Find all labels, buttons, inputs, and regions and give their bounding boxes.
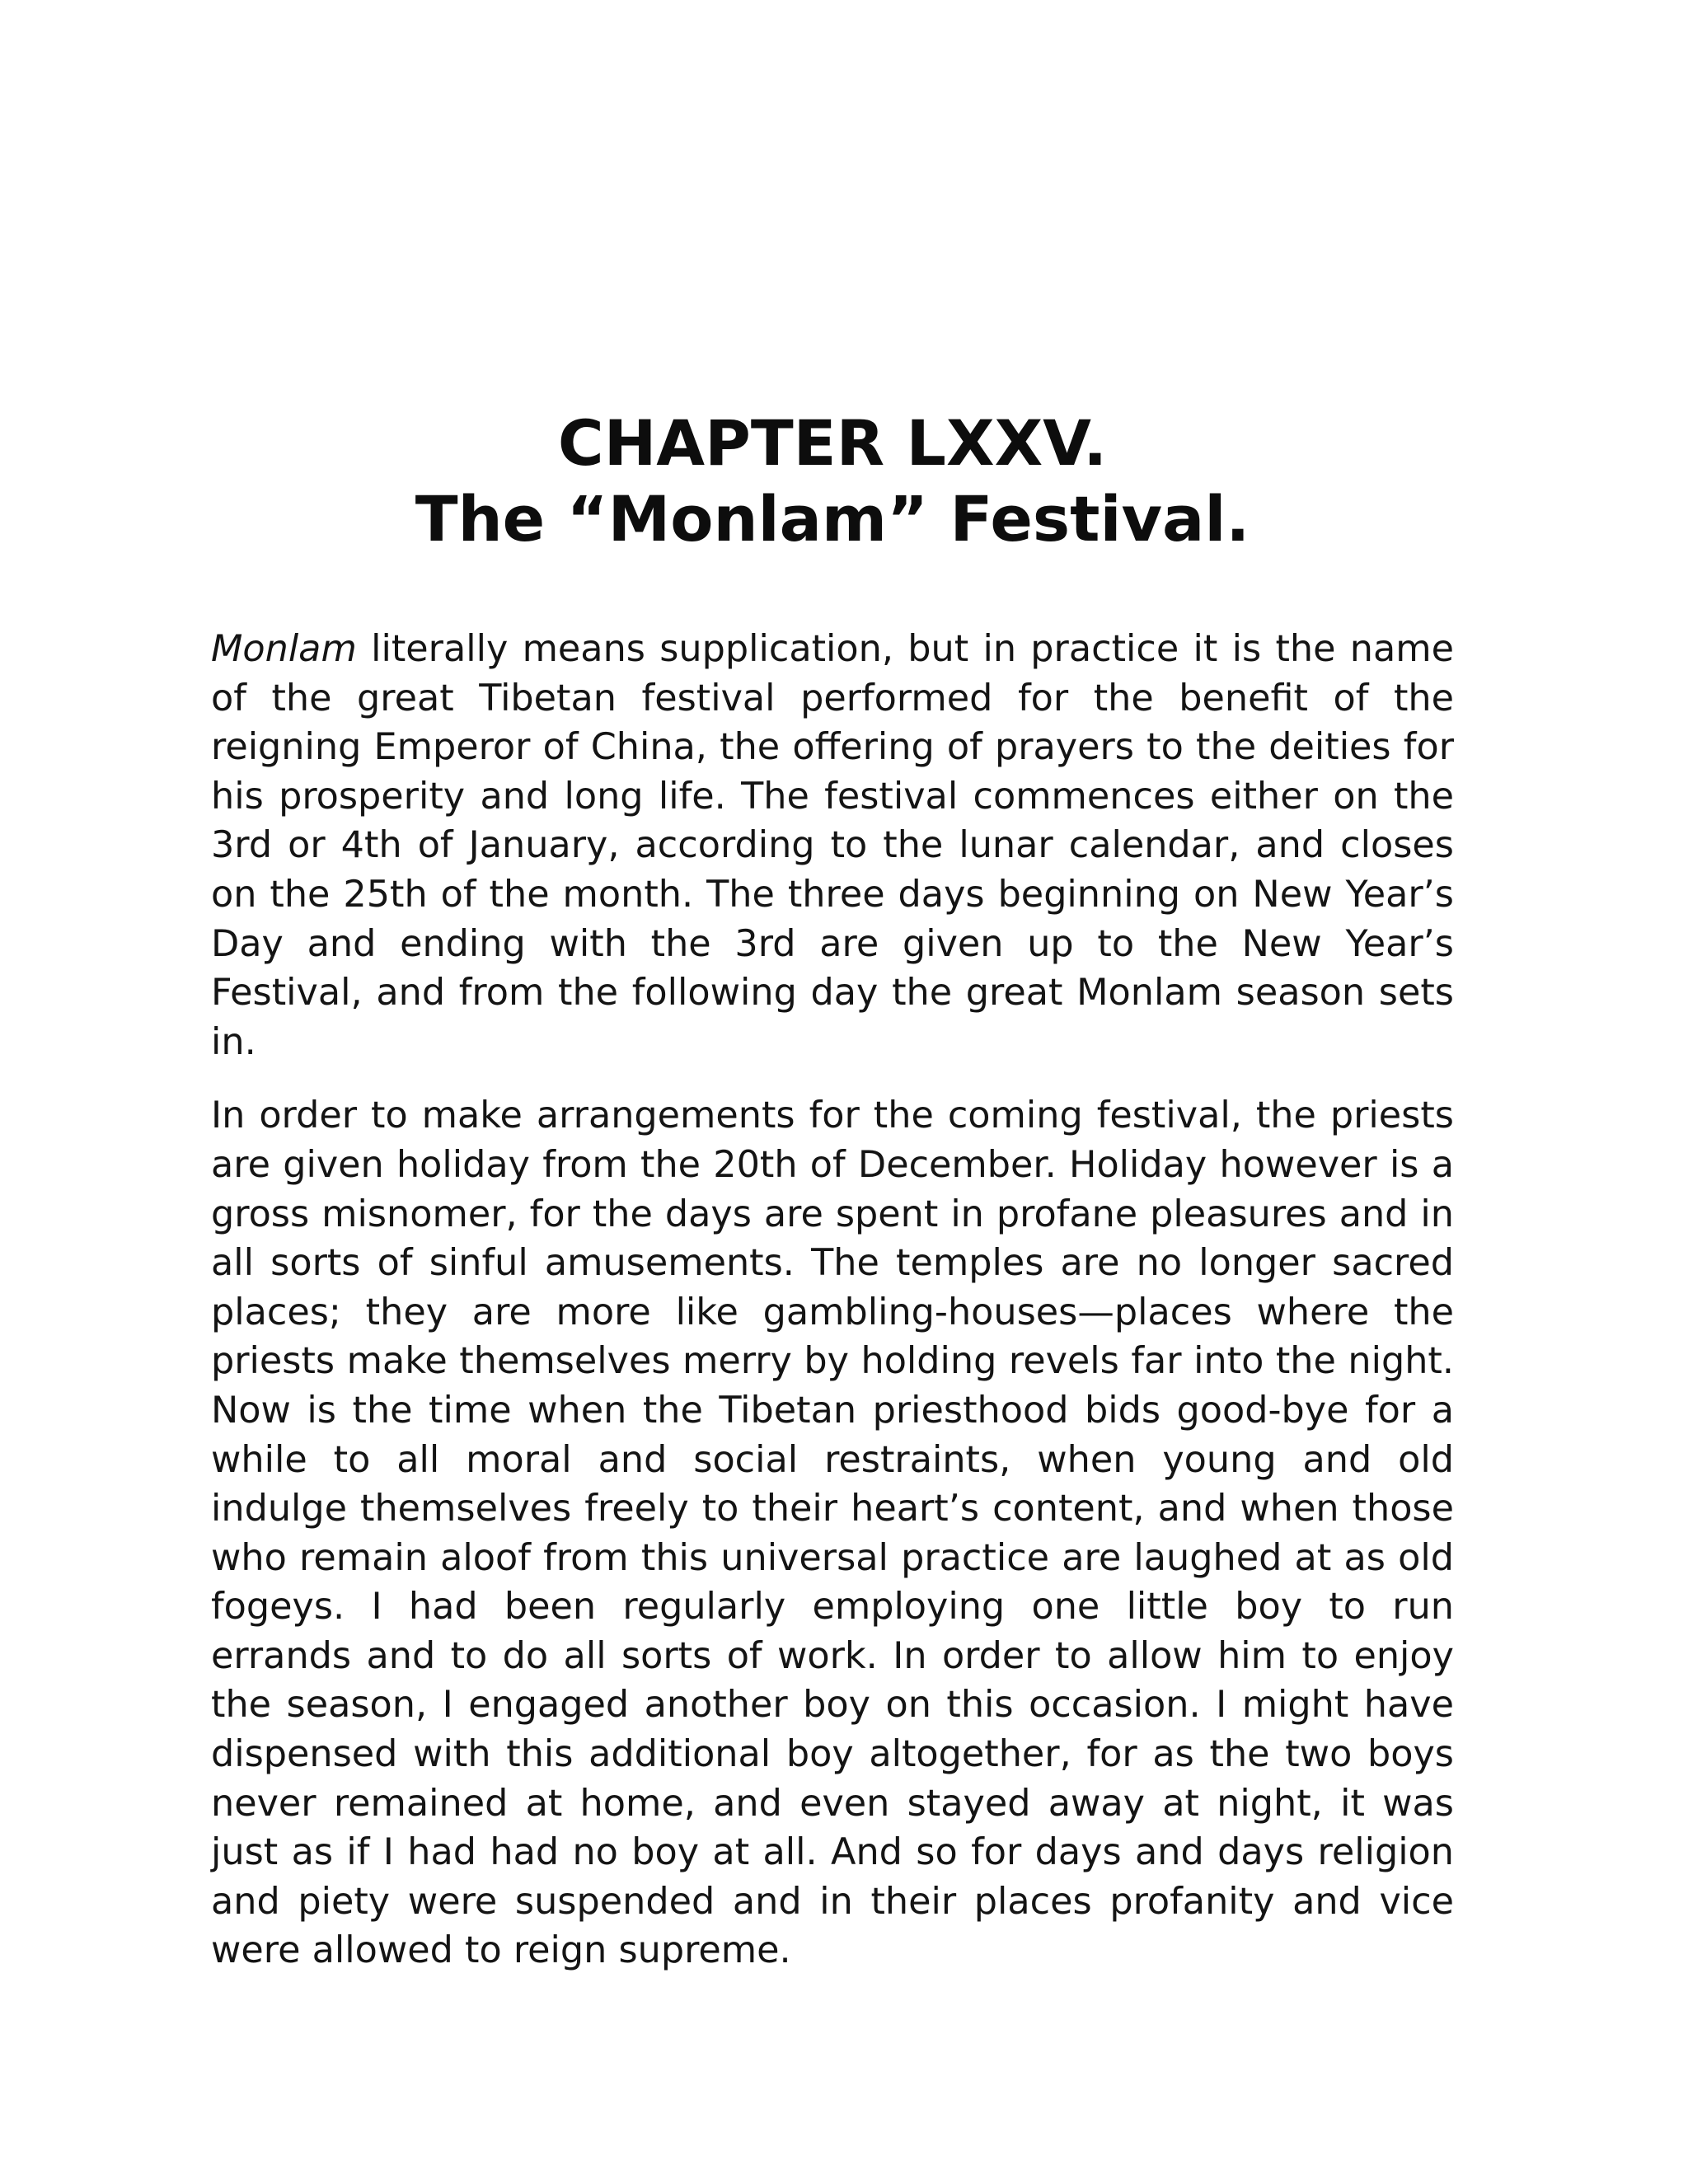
chapter-number: CHAPTER LXXV. xyxy=(557,406,1108,480)
paragraph-2 xyxy=(211,1091,1454,1975)
paragraph-1-italic-term: Monlam xyxy=(211,628,357,670)
paragraph-1 xyxy=(211,625,1454,1066)
chapter-heading xyxy=(211,405,1454,557)
paragraph-1-text: literally means supplication, but in practice it is the name of the great Tibetan festival performed for the benefit of the reigning Emperor of China, the offering of prayers to the deities for his prosperity and long life. The festival commences either on the 3rd or 4th of January, according to the lunar calendar, and closes on the 25th of the month. The three days beginning on New Year’s Day and ending with the 3rd are given up to the New Year’s Festival, and from the following day the great Monlam season sets in. xyxy=(211,628,1454,1063)
chapter-body xyxy=(211,625,1454,2000)
paragraph-2-text: In order to make arrangements for the coming festival, the priests are given holiday from the 20th of December. Holiday however is a gross misnomer, for the days are spent in profane pleasures and in all sorts of sinful amusements. The temples are no longer sacred places; they are more like gambling-houses—places where the priests make themselves merry by holding revels far into the night. Now is the time when the Tibetan priesthood bids good-bye for a while to all moral and social restraints, when young and old indulge themselves freely to their heart’s content, and when those who remain aloof from this universal practice are laughed at as old fogeys. I had been regularly employing one little boy to run errands and to do all sorts of work. In order to allow him to enjoy the season, I engaged another boy on this occasion. I might have dispensed with this additional boy altogether, for as the two boys never remained at home, and even stayed away at night, it was just as if I had had no boy at all. And so for days and days religion and piety were suspended and in their places profanity and vice were allowed to reign supreme. xyxy=(211,1094,1454,1972)
chapter-title: The “Monlam” Festival. xyxy=(415,482,1250,555)
